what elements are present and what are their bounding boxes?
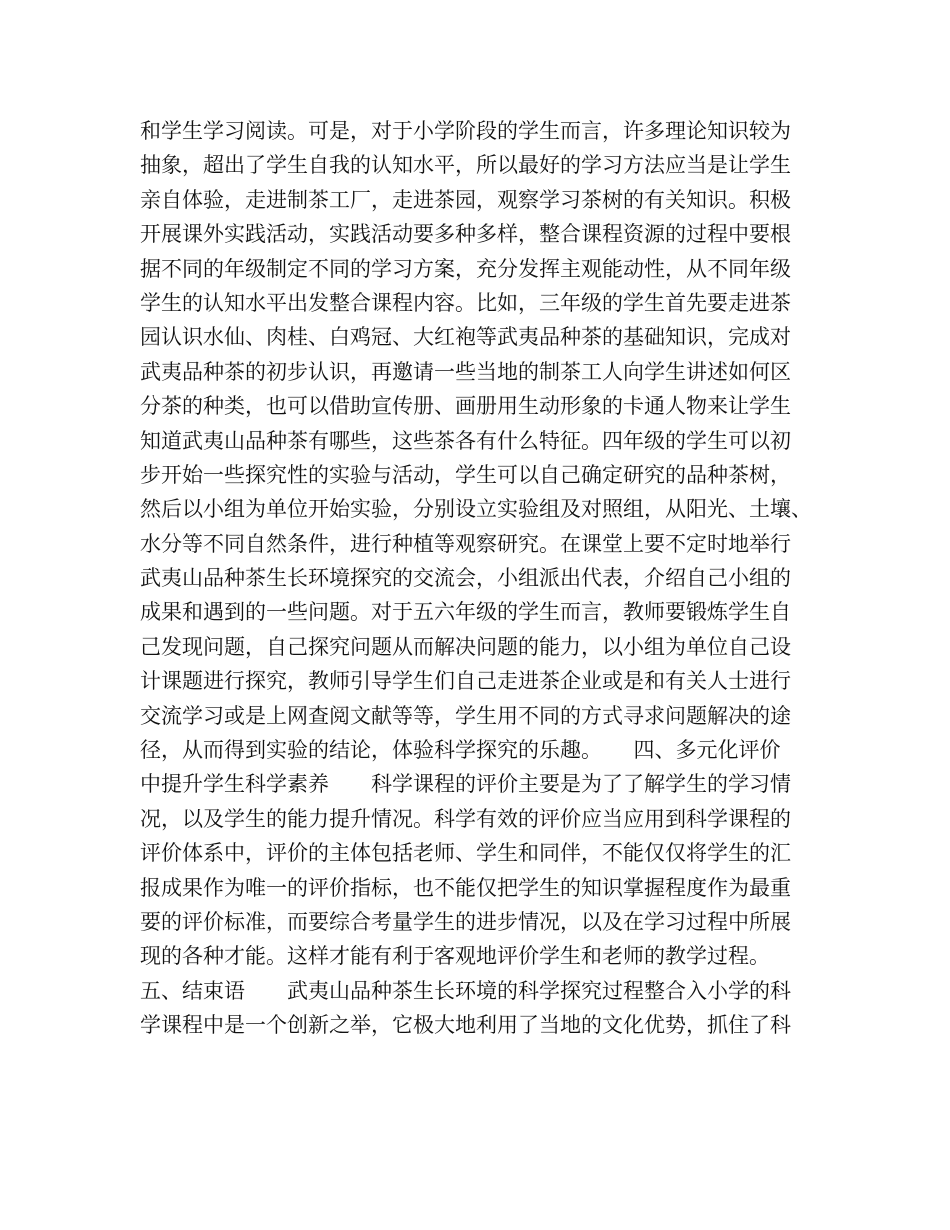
text-line: 和学生学习阅读。可是，对于小学阶段的学生而言，许多理论知识较为 (140, 119, 791, 143)
text-line: 况，以及学生的能力提升情况。科学有效的评价应当应用到科学课程的 (140, 806, 791, 831)
text-line: 要的评价标准，而要综合考量学生的进步情况，以及在学习过程中所展 (140, 909, 791, 934)
text-line: 成果和遇到的一些问题。对于五六年级的学生而言，教师要锻炼学生自 (140, 600, 791, 625)
text-line: 报成果作为唯一的评价指标，也不能仅把学生的知识掌握程度作为最重 (140, 875, 791, 900)
text-line: 抽象，超出了学生自我的认知水平，所以最好的学习方法应当是让学生 (140, 153, 791, 178)
text-line: 计课题进行探究，教师引导学生们自己走进茶企业或是和有关人士进行 (140, 669, 791, 694)
text-line: 武夷山品种茶生长环境探究的交流会，小组派出代表，介绍自己小组的 (140, 566, 791, 591)
text-line: 中提升学生科学素养 科学课程的评价主要是为了了解学生的学习情 (140, 772, 791, 797)
text-line: 学生的认知水平出发整合课程内容。比如，三年级的学生首先要走进茶 (140, 290, 791, 315)
text-line: 评价体系中，评价的主体包括老师、学生和同伴，不能仅仅将学生的汇 (140, 841, 791, 866)
text-line: 分茶的种类，也可以借助宣传册、画册用生动形象的卡通人物来让学生 (140, 394, 791, 419)
text-line: 步开始一些探究性的实验与活动，学生可以自己确定研究的品种茶树， (140, 462, 791, 487)
text-line: 水分等不同自然条件，进行种植等观察研究。在课堂上要不定时地举行 (140, 531, 791, 556)
text-line: 己发现问题，自己探究问题从而解决问题的能力，以小组为单位自己设 (140, 634, 791, 659)
text-line: 据不同的年级制定不同的学习方案，充分发挥主观能动性，从不同年级 (140, 256, 791, 281)
text-line: 五、结束语 武夷山品种茶生长环境的科学探究过程整合入小学的科 (140, 978, 791, 1003)
text-line: 现的各种才能。这样才能有利于客观地评价学生和老师的教学过程。 (140, 944, 770, 969)
body-text (140, 114, 830, 1043)
text-line: 然后以小组为单位开始实验，分别设立实验组及对照组，从阳光、土壤、 (140, 497, 812, 522)
text-line: 学课程中是一个创新之举，它极大地利用了当地的文化优势，抓住了科 (140, 1013, 791, 1038)
text-line: 开展课外实践活动，实践活动要多种多样，整合课程资源的过程中要根 (140, 222, 791, 247)
text-line: 知道武夷山品种茶有哪些，这些茶各有什么特征。四年级的学生可以初 (140, 428, 791, 453)
text-line: 武夷品种茶的初步认识，再邀请一些当地的制茶工人向学生讲述如何区 (140, 359, 791, 384)
text-line: 园认识水仙、肉桂、白鸡冠、大红袍等武夷品种茶的基础知识，完成对 (140, 325, 791, 350)
text-line: 交流学习或是上网查阅文献等等，学生用不同的方式寻求问题解决的途 (140, 703, 791, 728)
text-line: 径，从而得到实验的结论，体验科学探究的乐趣。 四、多元化评价 (140, 738, 781, 763)
text-line: 亲自体验，走进制茶工厂，走进茶园，观察学习茶树的有关知识。积极 (140, 187, 791, 212)
